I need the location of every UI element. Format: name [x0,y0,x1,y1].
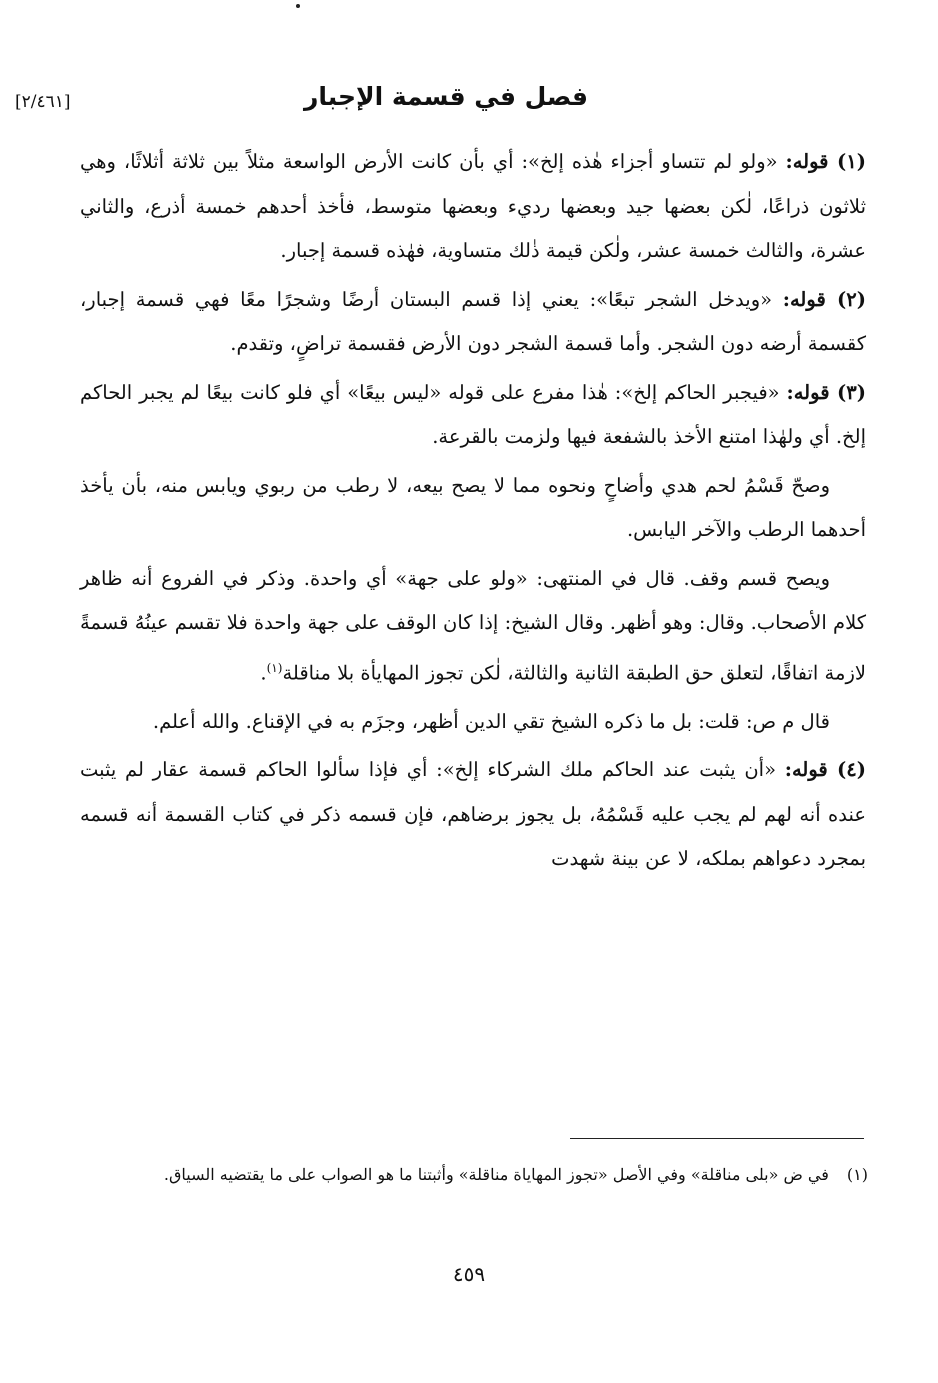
footnote-number: (١) [846,1165,868,1184]
note-lead: (٢) قوله: [782,287,867,311]
paragraph-tail: . [260,661,267,684]
paragraph-qala-ms [80,700,866,745]
footnote [88,1160,868,1190]
footnote-marker[interactable]: (١) [266,660,283,675]
footnote-text: في ض «بلى مناقلة» وفي الأصل «تجوز المهاياة مناقلة» وأثبتنا ما هو الصواب على ما يقتضيه السياق. [163,1165,829,1184]
note-lead: (٣) قوله: [786,380,866,404]
note-text: «أن يثبت عند الحاكم ملك الشركاء إلخ»: أي فإذا سألوا الحاكم قسمة عقار لم يثبت عنده أنه لهم لم يجب عليه قَسْمُهُ، بل يجوز برضاهم، فإن قسمه ذكر في كتاب القسمة أنه قسمه بمجرد دعواهم بملكه، لا عن بينة شهدت [80,758,866,870]
paragraph-note-2 [80,278,866,367]
note-text: «فيجبر الحاكم إلخ»: هٰذا مفرع على قوله «ليس بيعًا» أي فلو كانت بيعًا لم يجبر الحاكم إلخ. أي ولهٰذا امتنع الأخذ بالشفعة فيها ولزمت بالقرعة. [80,380,866,448]
paragraph-note-4 [80,748,866,882]
page-header [15,78,868,124]
paragraph-note-3 [80,371,866,460]
paragraph-waqf [80,557,866,696]
note-lead: (١) قوله: [785,150,866,173]
running-title: فصل في قسمة الإجبار [303,82,588,111]
footnote-separator [570,1138,864,1139]
note-lead: (٤) قوله: [784,758,866,781]
scan-speck [296,4,300,8]
page-reference: [٢/٤٦١] [15,92,71,112]
paragraph-note-1 [80,140,866,274]
paragraph-text: قال م ص: قلت: بل ما ذكره الشيخ تقي الدين أظهر، وجزَم به في الإقناع. والله أعلم. [152,709,830,733]
paragraph-text: ويصح قسم وقف. قال في المنتهى: «ولو على جهة» أي واحدة. وذكر في الفروع أنه ظاهر كلام الأصحاب. وقال: وهو أظهر. وقال الشيخ: إذا كان الوقف على جهة واحدة فلا تقسم عينُهُ قسمةً لازمة اتفاقًا، لتعلق حق الطبقة الثانية والثالثة، لٰكن تجوز المهايأة بلا مناقلة [80,566,866,684]
paragraph-text: وصحّ قَسْمُ لحم هدي وأضاحٍ ونحوه مما لا يصح بيعه، لا رطب من ربوي ويابس منه، بأن يأخذ أحدهما الرطب والآخر اليابس. [80,473,866,541]
note-text: «ولو لم تتساو أجزاء هٰذه إلخ»: أي بأن كانت الأرض الواسعة مثلاً بين ثلاثة أثلاثًا، وهي ثلاثون ذراعًا، لٰكن بعضها جيد وبعضها رديء وبعضها متوسط، فأخذ أحدهم خمسة أذرع، والثاني عشرة، والثالث خمسة عشر، ولٰكن قيمة ذٰلك متساوية، فهٰذه قسمة إجبار. [80,150,866,262]
page-number: ٤٥٩ [452,1262,486,1286]
paragraph-sacrifice-meat [80,464,866,553]
note-text: «ويدخل الشجر تبعًا»: يعني إذا قسم البستان أرضًا وشجرًا معًا فهي قسمة إجبار، كقسمة أرضه دون الشجر. وأما قسمة الشجر دون الأرض فقسمة تراضٍ، وتقدم. [80,287,866,355]
main-text [80,140,866,886]
